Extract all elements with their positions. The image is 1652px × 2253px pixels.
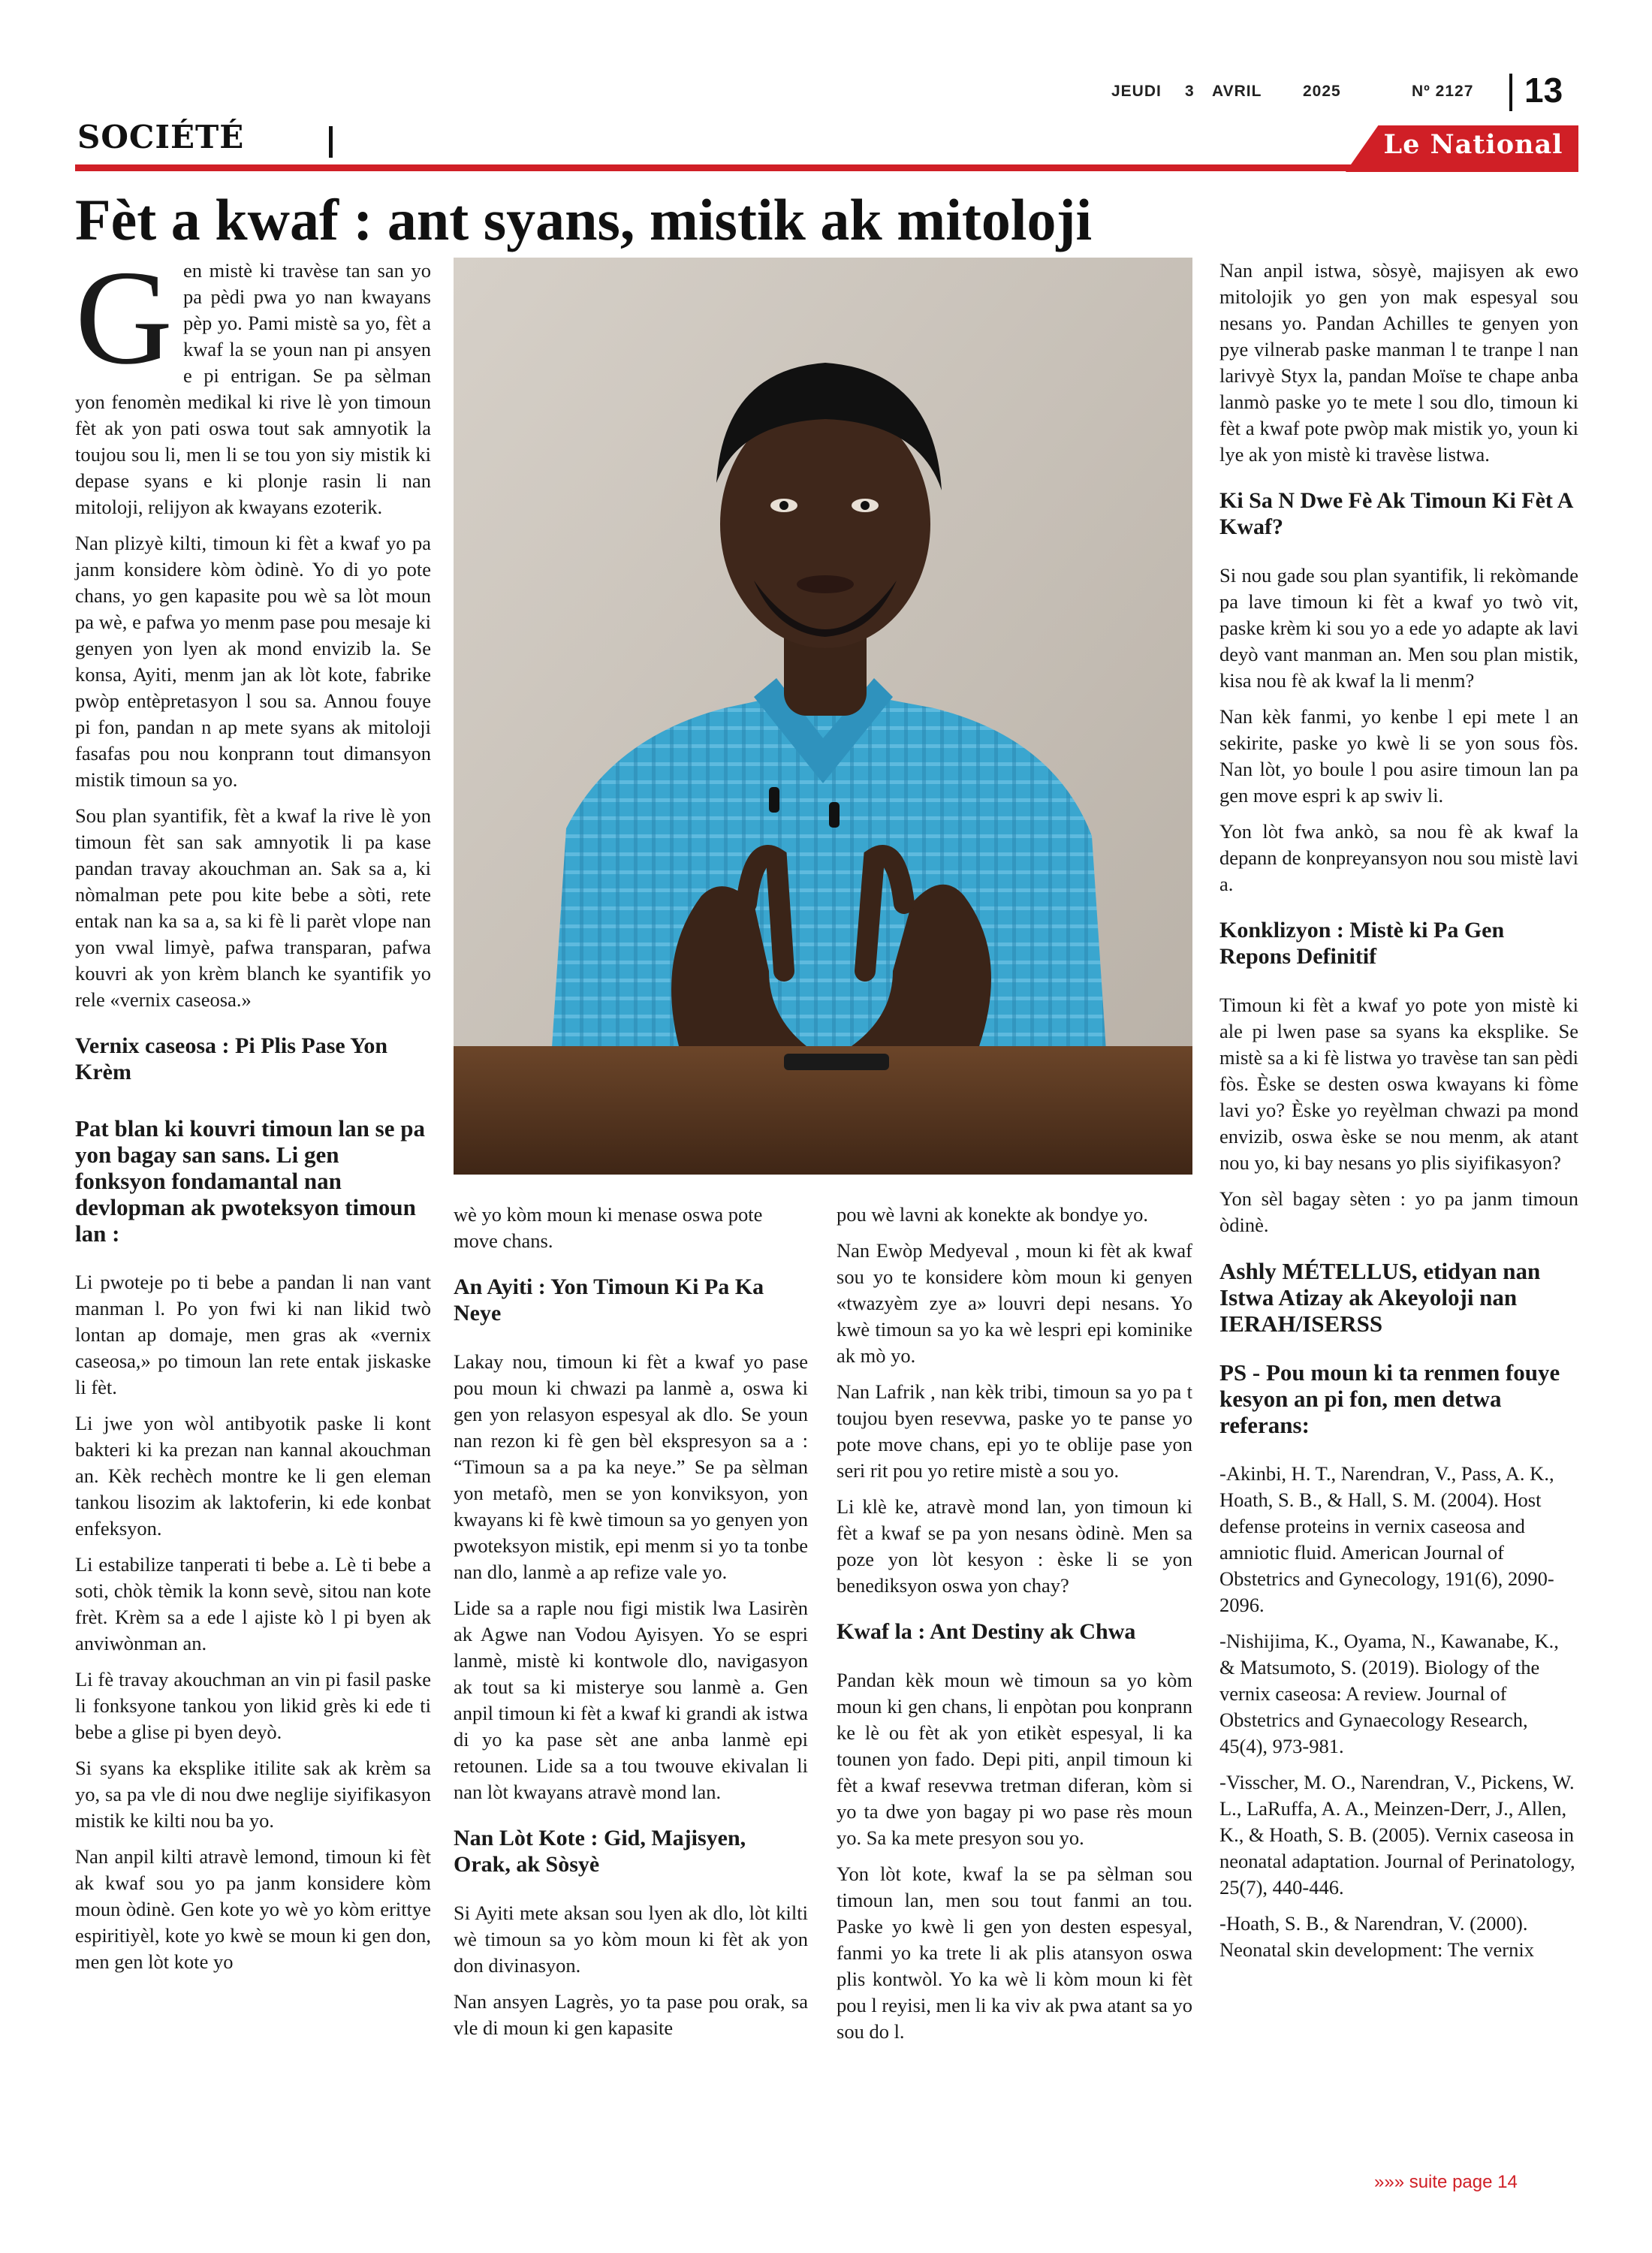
page-number-divider: [1509, 74, 1512, 111]
article-paragraph: Nan ansyen Lagrès, yo ta pase pou orak, sa vle di moun ki gen kapasite: [454, 1990, 808, 2039]
article-paragraph: Pandan kèk moun wè timoun sa yo kòm moun ki gen chans, li enpòtan pou konprann ke lè ou fèt ak yon etikèt espesyal, li ka tounen yon fado. Depi piti, anpil timoun ki fèt a kwaf resevwa tretman diferan, kòm si yo ta dwe yon bagay pi wo pase rès moun yo. Sa ka mete presyon sou yo.: [837, 1669, 1192, 1849]
article-paragraph: Yon lòt kote, kwaf la se pa sèlman sou timoun lan, men sou tout fanmi an tou. Paske yo kwè li gen yon desten espesyal, fanmi yo ka trete li ak plis atansyon oswa plis kontwòl. Yo ka wè li kòm moun ki fèt pou l reyisi, men li ka viv ak pwa atant sa yo sou do l.: [837, 1862, 1192, 2043]
article-paragraph: Li jwe yon wòl antibyotik paske li kont bakteri ki ka prezan nan kannal akouchman an. Kèk rechèch montre ke li gen eleman tankou lisozim ak laktoferin, ki ede konbat enfeksyon.: [75, 1412, 431, 1540]
article-paragraph: Si nou gade sou plan syantifik, li rekòmande pa lave timoun ki fèt a kwaf yo twò vit, paske krèm ki sou yo a ede yo adapte ak lavi deyò vant manman an. Men sou plan mistik, kisa nou fè ak kwaf la li menm?: [1219, 564, 1578, 692]
article-paragraph: Nan anpil kilti atravè lemond, timoun ki fèt ak kwaf sou yo pa janm konsidere kòm moun òdinè. Gen kote yo wè yo kòm erittye espiritiyèl, kote yo kwè se moun ki gen don, men gen lòt kote yo: [75, 1845, 431, 1973]
article-paragraph: Si Ayiti mete aksan sou lyen ak dlo, lòt kilti wè timoun sa yo kòm moun ki fèt ak yon don divinasyon.: [454, 1902, 808, 1977]
section-divider: [329, 126, 333, 158]
date-number: 3: [1185, 83, 1195, 100]
article-column-4: [1219, 258, 1578, 1973]
issue-number: Nº 2127: [1412, 83, 1474, 100]
article-paragraph: Si syans ka eksplike itilite sak ak krèm sa yo, sa pa vle di nou dwe neglije siyifikasyon mistik ke kilti nou ba yo.: [75, 1757, 431, 1832]
continued-link[interactable]: »»» suite page 14: [1374, 2172, 1518, 2192]
article-paragraph: Timoun ki fèt a kwaf yo pote yon mistè ki ale pi lwen pase sa syans ka eksplike. Se mistè sa a ki fè listwa yo travèse tan san pèdi fòs. Èske se desten oswa kwayans ki fòme lavi yo? Èske yo reyèlman chwazi pa mond envizib, oswa èske se nou menm, ak atant nou yo, ki bay nesans yo plis siyifikasyon?: [1219, 994, 1578, 1174]
page-number: 13: [1524, 71, 1563, 110]
subheading: Kwaf la : Ant Destiny ak Chwa: [837, 1619, 1136, 1644]
reference-item: -Akinbi, H. T., Narendran, V., Pass, A. K., Hoath, S. B., & Hall, S. M. (2004). Host defense proteins in vernix caseosa and amniotic fluid. American Journal of Obstetrics and Gynecology, 191(6), 2090-2096.: [1219, 1462, 1554, 1616]
article-paragraph: Li estabilize tanperati ti bebe a. Lè ti bebe a soti, chòk tèmik la konn sevè, sitou nan kote frèt. Krèm sa a ede l ajiste kò l pi byen ak anviwònman an.: [75, 1553, 431, 1654]
article-paragraph: Lide sa a raple nou figi mistik lwa Lasirèn ak Agwe nan Vodou Ayisyen. Yo se espri lanmè, mistè ki kontwole dlo, navigasyon ak tout sa ki misterye sou lanmè a. Gen anpil timoun ki fèt a kwaf ki grandi ak istwa di yo ka pase sèt ane anba lanmè epi retounen. Lide sa a tou twouve ekivalan li nan lòt kwayans atravè mond lan.: [454, 1597, 808, 1803]
article-paragraph: Nan anpil istwa, sòsyè, majisyen ak ewo mitolojik yo gen yon mak espesyal sou nesans yo. Pandan Achilles te genyen yon pye vilnerab paske manman l te tranpe l nan larivyè Styx la, pandan Moïse te chape anba lanmò paske yo te mete l sou dlo, timoun ki fèt a kwaf pote pwòp mak mistik yo, youn ki lye ak yon mistè ki travèse listwa.: [1219, 259, 1578, 466]
article-photo: [454, 258, 1192, 1175]
date-year: 2025: [1303, 83, 1341, 100]
ps-note: PS - Pou moun ki ta renmen fouye kesyon an pi fon, men detwa referans:: [1219, 1359, 1560, 1438]
article-paragraph: Yon lòt fwa ankò, sa nou fè ak kwaf la depann de konpreyansyon nou sou mistè lavi a.: [1219, 820, 1578, 895]
subheading: Vernix caseosa : Pi Plis Pase Yon Krèm: [75, 1033, 388, 1084]
article-paragraph: pou wè lavni ak konekte ak bondye yo.: [837, 1203, 1149, 1226]
article-column-1: [75, 243, 431, 1985]
drop-cap: G: [75, 243, 173, 392]
article-paragraph: Yon sèl bagay sèten : yo pa janm timoun òdinè.: [1219, 1187, 1578, 1236]
date-month: AVRIL: [1212, 83, 1262, 100]
article-column-3: [837, 1202, 1192, 2055]
section-label: SOCIÉTÉ: [77, 119, 245, 155]
article-paragraph: Sou plan syantifik, fèt a kwaf la rive lè yon timoun fèt san sak amnyotik li pa kase pandan travay akouchman an. Sak sa a, ki nòmalman pete pou kite bebe a sòti, rete entak nan ka sa a, sa ki fè li parèt vlope nan yon vwal limyè, pafwa transparan, pafwa kouvri ak yon krèm blanch ke syantifik yo rele «vernix caseosa.»: [75, 804, 431, 1011]
subheading: Ki Sa N Dwe Fè Ak Timoun Ki Fèt A Kwaf?: [1219, 488, 1572, 539]
article-paragraph: [75, 243, 431, 520]
article-paragraph: Li fè travay akouchman an vin pi fasil paske li fonksyone tankou yon likid grès ki ede ti bebe a glise pi byen deyò.: [75, 1668, 431, 1743]
article-paragraph: Li pwoteje po ti bebe a pandan li nan vant manman l. Po yon fwi ki nan likid twò lontan ap domaje, men gras ak «vernix caseosa,» po timoun lan rete entak jiskaske li fèt.: [75, 1271, 431, 1398]
subheading: Pat blan ki kouvri timoun lan se pa yon bagay san sans. Li gen fonksyon fondamantal nan devlopman ak pwoteksyon timoun lan :: [75, 1115, 425, 1247]
article-paragraph: Nan Ewòp Medyeval , moun ki fèt ak kwaf sou yo te konsidere kòm moun ki genyen «twazyèm zye a» louvri depi nesans. Yo kwè timoun sa yo ka wè lespri epi kominike ak mò yo.: [837, 1239, 1192, 1367]
paragraph-text: en mistè ki travèse tan san yo pa pèdi pwa yo nan kwayans pèp yo. Pami mistè sa yo, fèt a kwaf la se youn nan pi ansyen e pi entrigan. Se pa sèlman yon fenomèn medikal ki rive lè yon timoun fèt ak yon pati oswa tout sak amnyotik la toujou sou li, men li se tou yon siy mistik ki depase syans e ki plonje rasin li nan mitoloji, relijyon ak kwayans ezoterik.: [75, 259, 431, 518]
subheading: Nan Lòt Kote : Gid, Majisyen, Orak, ak Sòsyè: [454, 1826, 746, 1877]
article-paragraph: Nan Lafrik , nan kèk tribi, timoun sa yo pa t toujou byen resevwa, paske yo te panse yo pote move chans, epi yo te oblije pase yon seri rit pou yo retire mistè a sou yo.: [837, 1380, 1192, 1482]
article-headline: Fèt a kwaf : ant syans, mistik ak mitoloji: [75, 187, 1093, 252]
publication-name: Le National: [1383, 129, 1563, 160]
photo-illustration: [454, 258, 1192, 1175]
date-day: JEUDI: [1111, 83, 1162, 100]
article-paragraph: Li klè ke, atravè mond lan, yon timoun ki fèt a kwaf se pa yon nesans òdinè. Men sa poze yon lòt kesyon : èske li se yon benediksyon oswa yon chay?: [837, 1495, 1192, 1597]
author-byline: Ashly MÉTELLUS, etidyan nan Istwa Atizay ak Akeyoloji nan IERAH/ISERSS: [1219, 1258, 1541, 1337]
article-column-2: [454, 1202, 808, 2051]
article-paragraph: Nan plizyè kilti, timoun ki fèt a kwaf yo pa janm konsidere kòm òdinè. Yo di yo pote chans, yo gen kapasite pou wè sa lòt moun pa wè, e pafwa yo menm pase pou mesaje ki genyen yon lyen ak mond envizib la. Se konsa, Ayiti, menm jan ak lòt kote, fabrike pwòp entèpretasyon l sou sa. Annou fouye pi fon, pandan n ap mete syans ak mitoloji fasafas pou nou konprann tout dimansyon mistik timoun sa yo.: [75, 532, 431, 791]
article-paragraph: Lakay nou, timoun ki fèt a kwaf yo pase pou moun ki chwazi pa lanmè a, oswa ki gen yon relasyon espesyal ak dlo. Se youn nan rezon ki fè gen bèl ekspresyon sa a : “Timoun sa a pa ka neye.” Se pa sèlman yon metafò, men se yon konviksyon, yon kwayans ki fè kwè timoun sa yo genyen yon pwoteksyon mistik, epi menm si yo ta tonbe nan dlo, lanmè a ap refize vale yo.: [454, 1350, 808, 1583]
article-paragraph: wè yo kòm moun ki menase oswa pote move chans.: [454, 1203, 763, 1252]
subheading: An Ayiti : Yon Timoun Ki Pa Ka Neye: [454, 1274, 764, 1326]
article-paragraph: Nan kèk fanmi, yo kenbe l epi mete l an sekirite, paske yo kwè li se yon sous fòs. Nan lòt, yo boule l pou asire timoun lan pa gen move espri k ap swiv li.: [1219, 705, 1578, 807]
reference-item: -Nishijima, K., Oyama, N., Kawanabe, K., & Matsumoto, S. (2019). Biology of the vernix caseosa: A review. Journal of Obstetrics and Gynaecology Research, 45(4), 973-981.: [1219, 1630, 1559, 1757]
reference-item: -Visscher, M. O., Narendran, V., Pickens, W. L., LaRuffa, A. A., Meinzen-Derr, J., Allen, K., & Hoath, S. B. (2005). Vernix caseosa in neonatal adaptation. Journal of Perinatology, 25(7), 440-446.: [1219, 1771, 1575, 1899]
reference-item: -Hoath, S. B., & Narendran, V. (2000). Neonatal skin development: The vernix: [1219, 1912, 1534, 1961]
subheading: Konklizyon : Mistè ki Pa Gen Repons Definitif: [1219, 918, 1505, 969]
